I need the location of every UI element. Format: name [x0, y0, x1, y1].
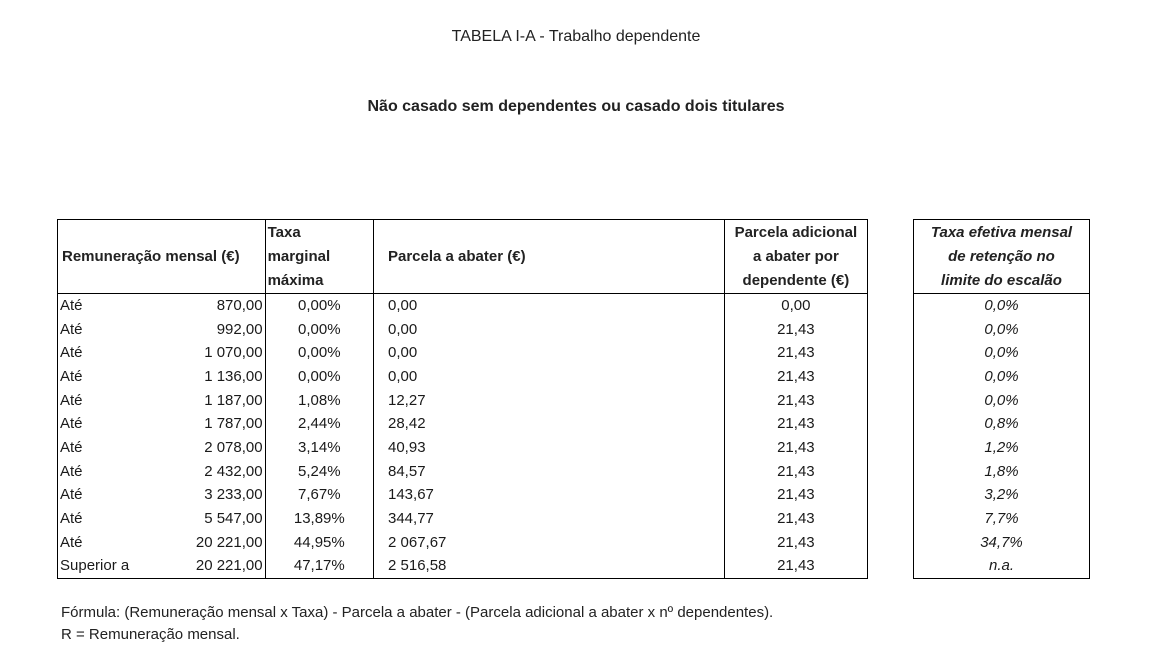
header-taxa-line1: Taxa: [267, 223, 301, 241]
table-row: [58, 436, 868, 460]
row-rate: 7,67%: [265, 484, 373, 508]
table-row: [58, 318, 868, 342]
row-label: Até: [60, 391, 83, 409]
effective-row: [914, 531, 1090, 555]
row-adicional: 0,00: [724, 294, 867, 318]
row-rate: 2,44%: [265, 412, 373, 436]
row-rate: 44,95%: [265, 531, 373, 555]
row-parcela: 0,00: [374, 294, 725, 318]
header-adicional-line2: a abater por: [752, 247, 839, 265]
row-adicional: 21,43: [724, 507, 867, 531]
row-adicional: 21,43: [724, 365, 867, 389]
table-body: [58, 294, 868, 579]
row-adicional: 21,43: [724, 341, 867, 365]
table-row: [58, 460, 868, 484]
row-label: Até: [60, 462, 83, 480]
table-row: [58, 341, 868, 365]
header-taxa-line2: marginal: [267, 247, 331, 265]
row-amount: 992,00: [216, 320, 263, 338]
effective-row: [914, 341, 1090, 365]
row-amount: 1 136,00: [204, 367, 263, 385]
table-row: [58, 294, 868, 318]
row-amount: 870,00: [216, 296, 263, 314]
effective-row: [914, 460, 1090, 484]
row-amount: 2 432,00: [204, 462, 263, 480]
row-label: Até: [60, 296, 83, 314]
header-efetiva: [914, 220, 1090, 294]
row-parcela: 40,93: [374, 436, 725, 460]
row-rate: 0,00%: [265, 318, 373, 342]
row-label: Até: [60, 510, 83, 528]
row-rate: 0,00%: [265, 365, 373, 389]
effective-row: [914, 294, 1090, 318]
table-row: [58, 389, 868, 413]
table-row: [58, 412, 868, 436]
effective-row: [914, 318, 1090, 342]
row-efetiva: 0,0%: [984, 320, 1019, 338]
row-adicional: 21,43: [724, 389, 867, 413]
header-adicional: [724, 220, 867, 294]
header-remuneracao: Remuneração mensal (€): [58, 220, 266, 294]
header-efetiva-line1: Taxa efetiva mensal: [930, 223, 1073, 241]
effective-row: [914, 555, 1090, 579]
row-rate: 47,17%: [265, 555, 373, 579]
row-amount: 5 547,00: [204, 510, 263, 528]
row-parcela: 0,00: [374, 318, 725, 342]
row-amount: 1 187,00: [204, 391, 263, 409]
row-label: Até: [60, 415, 83, 433]
row-amount: 3 233,00: [204, 486, 263, 504]
header-taxa: [265, 220, 373, 294]
effective-table-body: [914, 294, 1090, 579]
row-label: Superior a: [60, 557, 130, 575]
effective-header-row: [914, 220, 1090, 294]
row-parcela: 12,27: [374, 389, 725, 413]
header-efetiva-line2: de retenção no: [948, 247, 1055, 265]
document-title: TABELA I-A - Trabalho dependente: [451, 28, 701, 45]
row-efetiva: 0,0%: [984, 367, 1019, 385]
row-label: Até: [60, 320, 83, 338]
effective-row: [914, 436, 1090, 460]
table-subtitle: Não casado sem dependentes ou casado dois titulares: [367, 98, 785, 115]
row-adicional: 21,43: [724, 318, 867, 342]
row-efetiva: 3,2%: [984, 486, 1019, 504]
row-efetiva: 7,7%: [984, 510, 1019, 528]
row-rate: 5,24%: [265, 460, 373, 484]
row-amount: 20 221,00: [195, 557, 263, 575]
effective-rate-table: [913, 219, 1090, 579]
row-adicional: 21,43: [724, 412, 867, 436]
row-parcela: 2 067,67: [374, 531, 725, 555]
formula-note: Fórmula: (Remuneração mensal x Taxa) - Parcela a abater - (Parcela adicional a abater x nº dependentes).: [61, 604, 774, 621]
row-adicional: 21,43: [724, 436, 867, 460]
row-parcela: 2 516,58: [374, 555, 725, 579]
row-label: Até: [60, 367, 83, 385]
row-parcela: 0,00: [374, 341, 725, 365]
legend-note: R = Remuneração mensal.: [61, 626, 240, 643]
row-adicional: 21,43: [724, 555, 867, 579]
table-row: [58, 531, 868, 555]
row-amount: 2 078,00: [204, 438, 263, 456]
row-adicional: 21,43: [724, 484, 867, 508]
row-label: Até: [60, 486, 83, 504]
row-parcela: 143,67: [374, 484, 725, 508]
row-amount: 1 070,00: [204, 344, 263, 362]
table-header-row: [58, 220, 868, 294]
row-efetiva: n.a.: [988, 557, 1015, 575]
row-rate: 0,00%: [265, 341, 373, 365]
row-label: Até: [60, 533, 83, 551]
row-parcela: 344,77: [374, 507, 725, 531]
row-amount: 20 221,00: [195, 533, 263, 551]
effective-row: [914, 412, 1090, 436]
effective-row: [914, 484, 1090, 508]
row-adicional: 21,43: [724, 531, 867, 555]
row-efetiva: 1,2%: [984, 438, 1019, 456]
header-taxa-line3: máxima: [267, 271, 324, 289]
row-parcela: 84,57: [374, 460, 725, 484]
effective-row: [914, 507, 1090, 531]
row-efetiva: 0,8%: [984, 415, 1019, 433]
table-row: [58, 365, 868, 389]
row-efetiva: 0,0%: [984, 391, 1019, 409]
row-rate: 13,89%: [265, 507, 373, 531]
row-rate: 3,14%: [265, 436, 373, 460]
header-adicional-line1: Parcela adicional: [734, 223, 858, 241]
row-label: Até: [60, 344, 83, 362]
withholding-table: [57, 219, 868, 579]
table-row: [58, 555, 868, 579]
table-row: [58, 484, 868, 508]
header-parcela: Parcela a abater (€): [374, 220, 725, 294]
row-adicional: 21,43: [724, 460, 867, 484]
row-efetiva: 1,8%: [984, 462, 1019, 480]
footer-notes: [61, 602, 773, 646]
row-rate: 0,00%: [265, 294, 373, 318]
effective-row: [914, 365, 1090, 389]
row-parcela: 28,42: [374, 412, 725, 436]
header-adicional-line3: dependente (€): [742, 271, 850, 289]
effective-row: [914, 389, 1090, 413]
row-amount: 1 787,00: [204, 415, 263, 433]
row-label: Até: [60, 438, 83, 456]
table-row: [58, 507, 868, 531]
row-efetiva: 0,0%: [984, 344, 1019, 362]
row-efetiva: 34,7%: [980, 533, 1023, 551]
header-efetiva-line3: limite do escalão: [941, 271, 1062, 289]
row-parcela: 0,00: [374, 365, 725, 389]
row-efetiva: 0,0%: [984, 296, 1019, 314]
row-rate: 1,08%: [265, 389, 373, 413]
